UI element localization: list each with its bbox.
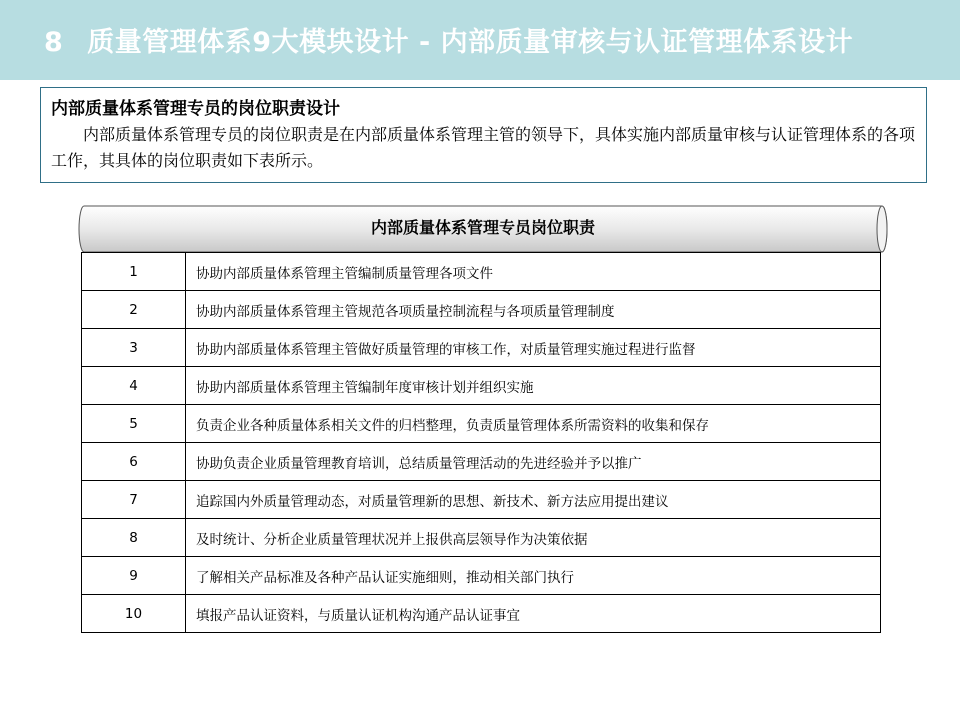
row-number: 4 [82,367,186,405]
table-row [82,329,881,367]
intro-body: 内部质量体系管理专员的岗位职责是在内部质量体系管理主管的领导下，具体实施内部质量审核与认证管理体系的各项工作，其具体的岗位职责如下表所示。 [51,125,916,170]
row-duty-text: 负责企业各种质量体系相关文件的归档整理，负责质量管理体系所需资料的收集和保存 [186,405,881,443]
section-number: 8 [44,27,64,58]
table-row [82,481,881,519]
table-row [82,519,881,557]
row-number: 7 [82,481,186,519]
row-number: 2 [82,291,186,329]
row-number: 5 [82,405,186,443]
row-duty-text: 协助内部质量体系管理主管编制质量管理各项文件 [186,253,881,291]
intro-box [40,87,927,183]
table-title: 内部质量体系管理专员岗位职责 [370,218,595,237]
section-title: 质量管理体系9大模块设计 - 内部质量审核与认证管理体系设计 [87,27,854,58]
table-row [82,557,881,595]
table-row [82,253,881,291]
table-title-banner [78,205,888,253]
row-number: 6 [82,443,186,481]
row-number: 9 [82,557,186,595]
row-number: 10 [82,595,186,633]
row-number: 8 [82,519,186,557]
page-title [44,20,853,59]
table-row [82,443,881,481]
row-duty-text: 及时统计、分析企业质量管理状况并上报供高层领导作为决策依据 [186,519,881,557]
row-duty-text: 协助内部质量体系管理主管规范各项质量控制流程与各项质量管理制度 [186,291,881,329]
duty-table [81,252,881,633]
row-duty-text: 了解相关产品标准及各种产品认证实施细则，推动相关部门执行 [186,557,881,595]
table-row [82,291,881,329]
header-bar [0,0,960,80]
row-duty-text: 追踪国内外质量管理动态，对质量管理新的思想、新技术、新方法应用提出建议 [186,481,881,519]
row-duty-text: 填报产品认证资料，与质量认证机构沟通产品认证事宜 [186,595,881,633]
table-row [82,595,881,633]
table-row [82,405,881,443]
row-duty-text: 协助内部质量体系管理主管做好质量管理的审核工作，对质量管理实施过程进行监督 [186,329,881,367]
row-duty-text: 协助内部质量体系管理主管编制年度审核计划并组织实施 [186,367,881,405]
intro-title: 内部质量体系管理专员的岗位职责设计 [51,99,340,119]
row-duty-text: 协助负责企业质量管理教育培训，总结质量管理活动的先进经验并予以推广 [186,443,881,481]
row-number: 3 [82,329,186,367]
table-row [82,367,881,405]
row-number: 1 [82,253,186,291]
